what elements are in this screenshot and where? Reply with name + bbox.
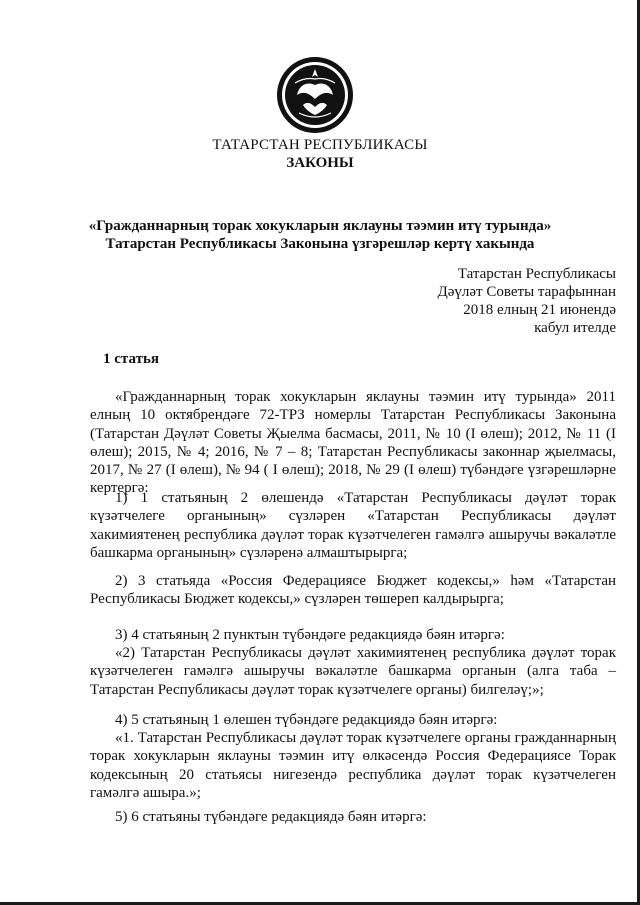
item-3-paragraph: 3) 4 статьяның 2 пунктын түбәндәге редакциядә бәян итәргә: bbox=[115, 627, 505, 643]
adoption-line-1: Татарстан Республикасы bbox=[457, 266, 616, 282]
adoption-line-2: Дәүләт Советы тарафыннан bbox=[437, 284, 616, 300]
law-heading: ЗАКОНЫ bbox=[286, 155, 354, 171]
republic-heading: ТАТАРСТАН РЕСПУБЛИКАСЫ bbox=[212, 137, 428, 153]
item-3-quote-paragraph: «2) Татарстан Республикасы дәүләт хакимиятенең республика дәүләт торак күзәтчелеген гамәлгә ашыручы вәкаләтле башкарма органын (алга таба – Татарстан Республикасы дәүләт торак күзәтчелеге органы) билгеләү;»; bbox=[90, 645, 616, 698]
item-1-paragraph: 1) 1 статьяның 2 өлешендә «Татарстан Республикасы дәүләт торак күзәтчелеге органының» сүзләрен «Татарстан Республикасы дәүләт хакимиятенең республика дәүләт торак күзәтчелеген гамәлгә ашыручы вәкаләтле башкарма органының» сүзләренә алмаштырырга; bbox=[90, 490, 616, 561]
item-4-paragraph: 4) 5 статьяның 1 өлешен түбәндәге редакциядә бәян итәргә: bbox=[115, 712, 498, 728]
adoption-block bbox=[438, 265, 616, 337]
item-4-quote-paragraph: «1. Татарстан Республикасы дәүләт торак күзәтчелеге органы гражданнарның торак хокукларын яклауны тәэмин итү өлкәсендә Россия Федерациясе Торак кодексының 20 статьясы нигезендә республика дәүләт торак күзәтчелеген гамәлгә ашыра.»; bbox=[90, 730, 616, 801]
law-title-line-1: «Гражданнарның торак хокукларын яклауны тәэмин итү турында» bbox=[88, 218, 552, 234]
intro-paragraph: «Гражданнарның торак хокукларын яклауны тәэмин итү турында» 2011 елның 10 октябрендәге 72-ТРЗ номерлы Татарстан Республикасы Законына (Татарстан Дәүләт Советы Җыелма басмасы, 2011, № 10 (I өлеш); 2012, № 11 (I өлеш); 2015, № 4; 2016, № 7 – 8; Татарстан Республикасы законнар җыелмасы, 2017, № 27 (I өлеш), № 94 ( I өлеш); 2018, № 29 (I өлеш) түбәндәге үзгәрешләрне кертергә: bbox=[90, 389, 616, 497]
law-title-line-2: Татарстан Республикасы Законына үзгәрешләр кертү хакында bbox=[105, 236, 535, 252]
item-5-paragraph: 5) 6 статьяны түбәндәге редакциядә бәян итәргә: bbox=[115, 809, 427, 825]
tatarstan-coat-of-arms-icon bbox=[275, 55, 355, 135]
article-heading: 1 статья bbox=[103, 351, 159, 367]
adoption-line-4: кабул ителде bbox=[534, 320, 616, 336]
item-2-paragraph: 2) 3 статьяда «Россия Федерациясе Бюджет кодексы,» һәм «Татарстан Республикасы Бюджет кодексы,» сүзләрен төшереп калдырырга; bbox=[90, 573, 616, 608]
adoption-line-3: 2018 елның 21 июнендә bbox=[463, 302, 616, 318]
